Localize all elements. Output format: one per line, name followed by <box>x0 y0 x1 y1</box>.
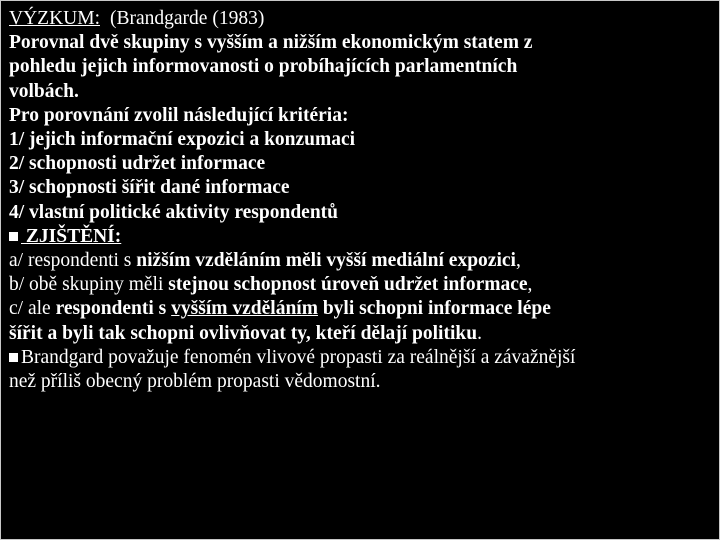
criterion-1: 1/ jejich informační expozici a konzumaci <box>9 129 356 151</box>
intro-line-1: Porovnal dvě skupiny s vyšším a nižším ekonomickým statem z <box>9 32 533 54</box>
criteria-lead: Pro porovnání zvolil následující kritéria: <box>9 104 349 126</box>
heading-line <box>9 7 709 31</box>
heading-source: (Brandgarde (1983) <box>110 8 265 29</box>
conclusion-line-1: Brandgard považuje fenomén vlivové propasti za reálnější a závažnější <box>9 346 709 370</box>
finding-c-line-1: c/ ale respondenti s vyšším vzděláním byli schopni informace lépe <box>9 298 551 320</box>
heading-label: VÝZKUM: <box>9 8 100 29</box>
criterion-4: 4/ vlastní politické aktivity respondentů <box>9 201 339 223</box>
slide-text <box>9 7 709 394</box>
finding-c-line-2: šířit a byli tak schopni ovlivňovat ty, kteří dělají politiku. <box>9 322 482 344</box>
findings-title-line <box>9 225 709 249</box>
square-bullet-icon <box>9 353 18 362</box>
square-bullet-icon <box>9 232 18 241</box>
intro-line-3: volbách. <box>9 80 79 102</box>
conclusion-line-2: než příliš obecný problém propasti vědomostní. <box>9 371 381 393</box>
finding-a: a/ respondenti s nižším vzděláním měli vyšší mediální expozici, <box>9 250 521 272</box>
finding-b: b/ obě skupiny měli stejnou schopnost úroveň udržet informace, <box>9 274 533 296</box>
intro-line-2: pohledu jejich informovanosti o probíhajících parlamentních <box>9 56 518 78</box>
findings-title: ZJIŠTĚNÍ: <box>21 225 122 247</box>
criterion-3: 3/ schopnosti šířit dané informace <box>9 177 290 199</box>
criterion-2: 2/ schopnosti udržet informace <box>9 153 266 175</box>
